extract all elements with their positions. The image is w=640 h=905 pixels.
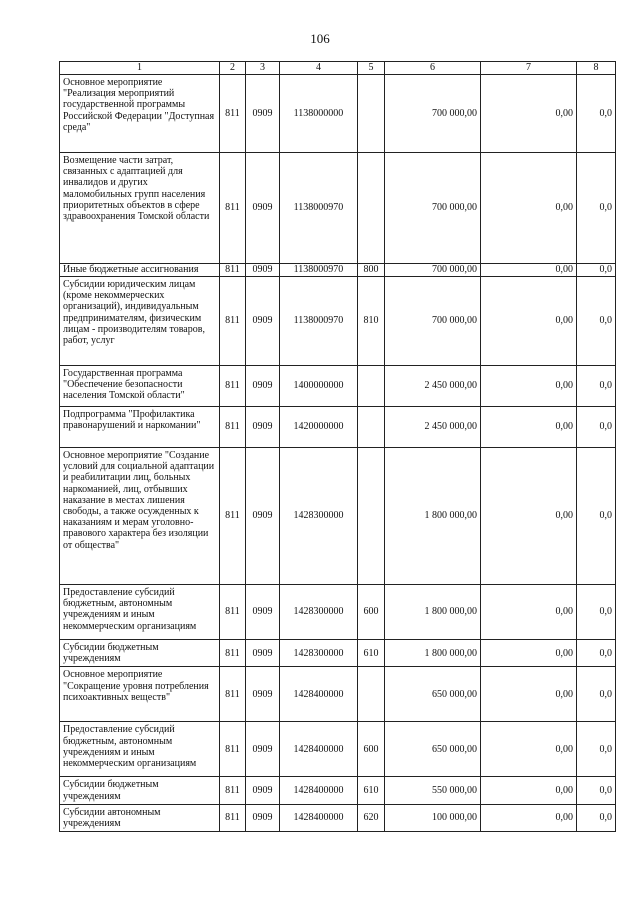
cell-expense-type: 600 — [358, 585, 385, 640]
cell-target-article: 1400000000 — [280, 366, 358, 407]
cell-amount-3: 0,0 — [577, 448, 616, 585]
cell-amount: 2 450 000,00 — [385, 407, 481, 448]
cell-amount-2: 0,00 — [481, 407, 577, 448]
cell-ministry: 811 — [220, 264, 246, 277]
cell-section: 0909 — [246, 804, 280, 831]
cell-amount-2: 0,00 — [481, 277, 577, 366]
cell-expense-type: 620 — [358, 804, 385, 831]
cell-ministry: 811 — [220, 153, 246, 264]
cell-expense-type: 610 — [358, 777, 385, 804]
cell-section: 0909 — [246, 448, 280, 585]
cell-amount-3: 0,0 — [577, 777, 616, 804]
table-row — [60, 448, 616, 585]
cell-target-article: 1138000970 — [280, 264, 358, 277]
cell-target-article: 1428400000 — [280, 722, 358, 777]
cell-amount-3: 0,0 — [577, 667, 616, 722]
row-name: Возмещение части затрат, связанных с адаптацией для инвалидов и других маломобильных групп населения приоритетных объектов в сфере здравоохранения Томской области — [60, 153, 220, 264]
cell-ministry: 811 — [220, 640, 246, 667]
column-header: 4 — [280, 62, 358, 75]
row-name: Предоставление субсидий бюджетным, автономным учреждениям и иным некоммерческим организациям — [60, 722, 220, 777]
cell-amount-3: 0,0 — [577, 366, 616, 407]
cell-section: 0909 — [246, 407, 280, 448]
row-name: Основное мероприятие "Создание условий для социальной адаптации и реабилитации лиц, больных наркоманией, лиц, отбывших наказание в местах лишения свободы, а также осужденных к наказаниям и мерам уголовно-правового характера без изоляции от общества" — [60, 448, 220, 585]
table-row — [60, 264, 616, 277]
column-header: 8 — [577, 62, 616, 75]
cell-expense-type — [358, 667, 385, 722]
cell-expense-type: 600 — [358, 722, 385, 777]
cell-amount: 700 000,00 — [385, 75, 481, 153]
row-name: Государственная программа "Обеспечение безопасности населения Томской области" — [60, 366, 220, 407]
page-number: 106 — [310, 31, 330, 46]
cell-section: 0909 — [246, 667, 280, 722]
row-name: Основное мероприятие "Сокращение уровня потребления психоактивных веществ" — [60, 667, 220, 722]
row-name: Субсидии юридическим лицам (кроме некоммерческих организаций), индивидуальным предпринимателям, физическим лицам - производителям товаров, работ, услуг — [60, 277, 220, 366]
cell-ministry: 811 — [220, 407, 246, 448]
cell-expense-type: 610 — [358, 640, 385, 667]
cell-section: 0909 — [246, 75, 280, 153]
table-row — [60, 722, 616, 777]
cell-amount-2: 0,00 — [481, 777, 577, 804]
cell-amount: 700 000,00 — [385, 153, 481, 264]
row-name: Субсидии бюджетным учреждениям — [60, 640, 220, 667]
cell-target-article: 1420000000 — [280, 407, 358, 448]
cell-expense-type: 800 — [358, 264, 385, 277]
cell-ministry: 811 — [220, 75, 246, 153]
cell-ministry: 811 — [220, 366, 246, 407]
cell-amount-3: 0,0 — [577, 640, 616, 667]
table-row — [60, 777, 616, 804]
cell-target-article: 1138000970 — [280, 153, 358, 264]
table-row — [60, 366, 616, 407]
row-name: Подпрограмма "Профилактика правонарушений и наркомании" — [60, 407, 220, 448]
cell-section: 0909 — [246, 277, 280, 366]
cell-target-article: 1428400000 — [280, 777, 358, 804]
cell-section: 0909 — [246, 722, 280, 777]
cell-amount-3: 0,0 — [577, 722, 616, 777]
table-row — [60, 585, 616, 640]
row-name: Основное мероприятие "Реализация мероприятий государственной программы Российской Федерации "Доступная среда" — [60, 75, 220, 153]
cell-amount-3: 0,0 — [577, 277, 616, 366]
cell-expense-type — [358, 407, 385, 448]
column-header: 3 — [246, 62, 280, 75]
cell-target-article: 1428400000 — [280, 667, 358, 722]
cell-section: 0909 — [246, 366, 280, 407]
cell-amount-2: 0,00 — [481, 722, 577, 777]
cell-ministry: 811 — [220, 277, 246, 366]
row-name: Иные бюджетные ассигнования — [60, 264, 220, 277]
cell-expense-type — [358, 366, 385, 407]
cell-target-article: 1428400000 — [280, 804, 358, 831]
table-row — [60, 640, 616, 667]
cell-amount: 700 000,00 — [385, 277, 481, 366]
cell-amount: 1 800 000,00 — [385, 585, 481, 640]
table-row — [60, 277, 616, 366]
cell-amount-2: 0,00 — [481, 75, 577, 153]
cell-expense-type — [358, 153, 385, 264]
cell-target-article: 1138000970 — [280, 277, 358, 366]
header-row — [60, 62, 616, 75]
budget-table — [59, 61, 616, 832]
cell-amount-2: 0,00 — [481, 264, 577, 277]
cell-target-article: 1428300000 — [280, 585, 358, 640]
cell-ministry: 811 — [220, 722, 246, 777]
cell-ministry: 811 — [220, 448, 246, 585]
row-name: Субсидии автономным учреждениям — [60, 804, 220, 831]
cell-expense-type: 810 — [358, 277, 385, 366]
column-header: 7 — [481, 62, 577, 75]
cell-section: 0909 — [246, 777, 280, 804]
row-name: Субсидии бюджетным учреждениям — [60, 777, 220, 804]
table-row — [60, 407, 616, 448]
cell-amount: 1 800 000,00 — [385, 640, 481, 667]
cell-expense-type — [358, 448, 385, 585]
cell-section: 0909 — [246, 264, 280, 277]
cell-amount-2: 0,00 — [481, 366, 577, 407]
cell-amount: 100 000,00 — [385, 804, 481, 831]
column-header: 2 — [220, 62, 246, 75]
cell-target-article: 1138000000 — [280, 75, 358, 153]
cell-section: 0909 — [246, 585, 280, 640]
cell-ministry: 811 — [220, 777, 246, 804]
cell-ministry: 811 — [220, 667, 246, 722]
cell-amount-2: 0,00 — [481, 585, 577, 640]
cell-amount: 2 450 000,00 — [385, 366, 481, 407]
table-row — [60, 667, 616, 722]
table-row — [60, 804, 616, 831]
cell-ministry: 811 — [220, 585, 246, 640]
cell-expense-type — [358, 75, 385, 153]
cell-amount-2: 0,00 — [481, 153, 577, 264]
cell-amount: 700 000,00 — [385, 264, 481, 277]
cell-amount-3: 0,0 — [577, 153, 616, 264]
cell-amount: 550 000,00 — [385, 777, 481, 804]
cell-amount-2: 0,00 — [481, 667, 577, 722]
cell-amount-3: 0,0 — [577, 804, 616, 831]
cell-amount: 650 000,00 — [385, 722, 481, 777]
column-header: 5 — [358, 62, 385, 75]
column-header: 1 — [60, 62, 220, 75]
cell-target-article: 1428300000 — [280, 640, 358, 667]
cell-amount-2: 0,00 — [481, 804, 577, 831]
cell-amount-2: 0,00 — [481, 448, 577, 585]
cell-section: 0909 — [246, 640, 280, 667]
cell-amount-3: 0,0 — [577, 75, 616, 153]
cell-amount-2: 0,00 — [481, 640, 577, 667]
cell-amount: 650 000,00 — [385, 667, 481, 722]
cell-amount-3: 0,0 — [577, 407, 616, 448]
cell-section: 0909 — [246, 153, 280, 264]
cell-amount-3: 0,0 — [577, 264, 616, 277]
row-name: Предоставление субсидий бюджетным, автономным учреждениям и иным некоммерческим организациям — [60, 585, 220, 640]
table-row — [60, 153, 616, 264]
cell-ministry: 811 — [220, 804, 246, 831]
cell-amount: 1 800 000,00 — [385, 448, 481, 585]
table-row — [60, 75, 616, 153]
cell-amount-3: 0,0 — [577, 585, 616, 640]
column-header: 6 — [385, 62, 481, 75]
cell-target-article: 1428300000 — [280, 448, 358, 585]
